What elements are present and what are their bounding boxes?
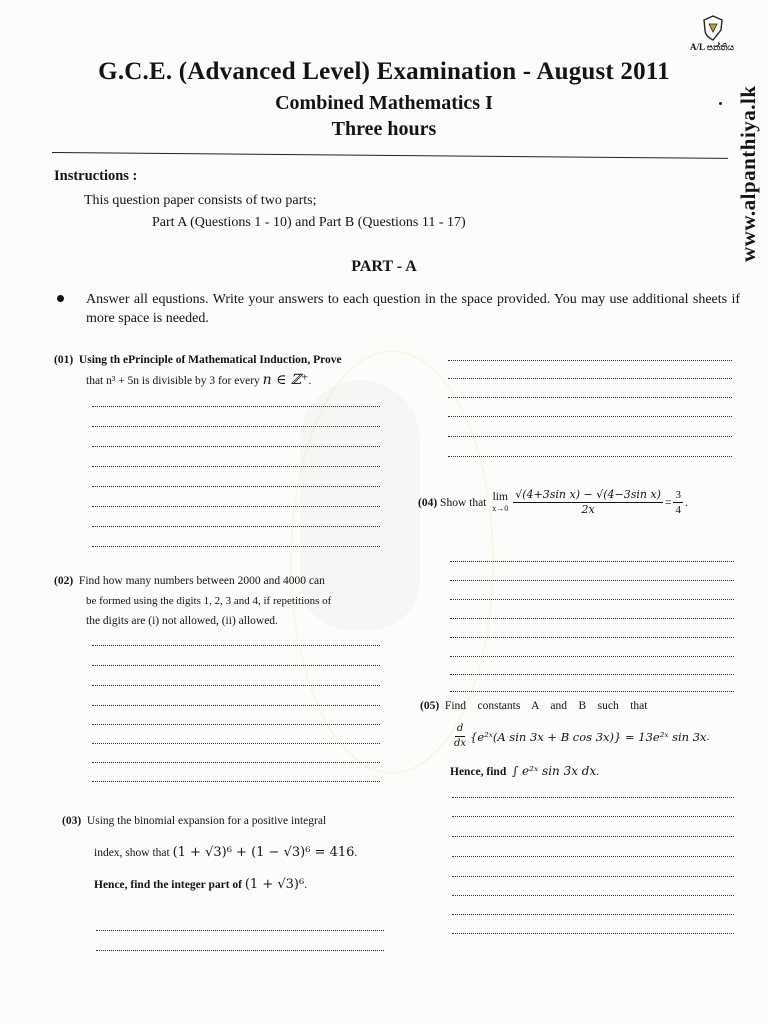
question-text: Find constants A and B such that	[444, 700, 648, 712]
logo-text: A/L පන්තිය	[690, 42, 734, 52]
fraction-numerator: 3	[675, 489, 681, 501]
math-expression: {e²ˣ(A sin 3x + B cos 3x)} = 13e²ˣ sin 3x	[470, 729, 707, 744]
answer-line[interactable]	[92, 665, 380, 666]
answer-line[interactable]	[450, 656, 734, 657]
question-4	[418, 488, 738, 517]
fraction	[513, 488, 663, 517]
answer-line[interactable]	[92, 781, 380, 782]
answer-line[interactable]	[448, 436, 732, 437]
answer-line[interactable]	[92, 762, 380, 763]
fraction-denominator: dx	[454, 738, 467, 749]
answer-line[interactable]	[92, 506, 380, 507]
answer-line[interactable]	[92, 705, 380, 706]
exam-title: G.C.E. (Advanced Level) Examination - August 2011	[98, 58, 670, 85]
math-expression: n ∈ ℤ⁺	[262, 372, 309, 388]
answer-line[interactable]	[96, 930, 384, 931]
answer-line[interactable]	[450, 691, 734, 692]
punctuation: .	[308, 375, 312, 387]
question-number: (01)	[54, 354, 74, 366]
punctuation: .	[304, 879, 308, 891]
answer-line[interactable]	[450, 599, 734, 600]
fraction-numerator: d	[455, 722, 465, 737]
crest-icon	[700, 14, 726, 42]
question-text: Using th ePrinciple of Mathematical Induction, Prove	[78, 354, 342, 366]
answer-line[interactable]	[450, 618, 734, 619]
instructions-line-1: This question paper consists of two parts;	[84, 193, 317, 208]
question-number: (03)	[62, 815, 82, 827]
answer-line[interactable]	[92, 466, 380, 467]
answer-line[interactable]	[452, 914, 734, 915]
punctuation: .	[596, 766, 600, 778]
answer-line[interactable]	[448, 416, 732, 417]
limit-operator: lim	[492, 490, 508, 503]
equals-sign: =	[664, 496, 672, 509]
answer-line[interactable]	[92, 486, 380, 487]
fraction-numerator: √(4+3sin x) − √(4−3sin x)	[515, 488, 661, 501]
derivative-operator	[452, 722, 468, 751]
instructions-line-2: Part A (Questions 1 - 10) and Part B (Questions 11 - 17)	[152, 215, 466, 230]
fraction-denominator: 4	[675, 504, 681, 516]
answer-line[interactable]	[448, 360, 732, 361]
question-text: Hence, find	[450, 766, 507, 778]
punctuation: .	[684, 496, 688, 509]
question-text: be formed using the digits 1, 2, 3 and 4, if repetitions of	[86, 595, 332, 607]
answer-line[interactable]	[452, 876, 734, 877]
limit-subscript: x→0	[492, 503, 509, 513]
answer-line[interactable]	[450, 637, 734, 638]
answer-line[interactable]	[92, 546, 380, 547]
math-expression: (1 + √3)⁶ + (1 − √3)⁶ = 416	[172, 845, 355, 860]
answer-line[interactable]	[452, 797, 734, 798]
answer-line[interactable]	[452, 836, 734, 837]
answer-line[interactable]	[452, 895, 734, 896]
answer-line[interactable]	[448, 397, 732, 398]
answer-line[interactable]	[452, 816, 734, 817]
answer-line[interactable]	[92, 645, 380, 646]
bullet-icon	[57, 295, 64, 302]
limit	[492, 491, 508, 515]
answer-line[interactable]	[448, 378, 732, 379]
question-5	[420, 696, 732, 782]
answer-line[interactable]	[92, 526, 380, 527]
fraction-denominator: 2x	[581, 503, 595, 516]
punctuation: .	[706, 730, 710, 743]
question-number: (02)	[54, 575, 74, 587]
math-expression: ∫ e²ˣ sin 3x dx	[511, 764, 597, 778]
question-text: the digits are (i) not allowed, (ii) allowed.	[86, 615, 278, 627]
answer-line[interactable]	[92, 685, 380, 686]
question-number: (04)	[418, 496, 438, 509]
answer-line[interactable]	[450, 674, 734, 675]
duration-title: Three hours	[331, 118, 437, 140]
question-3	[62, 811, 402, 895]
question-text: index, show that	[94, 847, 170, 859]
answer-line[interactable]	[96, 950, 384, 951]
question-text: Using the binomial expansion for a positive integral	[86, 815, 327, 827]
answer-line[interactable]	[452, 856, 734, 857]
answer-line[interactable]	[92, 406, 380, 407]
logo-subtext: ...	[692, 53, 696, 58]
instructions-heading: Instructions :	[54, 168, 138, 184]
answer-line[interactable]	[450, 580, 734, 581]
answer-line[interactable]	[92, 446, 380, 447]
question-text: Hence, find the integer part of	[94, 879, 242, 891]
punctuation: .	[354, 847, 358, 859]
answer-line[interactable]	[448, 456, 732, 457]
answer-line[interactable]	[452, 933, 734, 934]
answer-line[interactable]	[92, 743, 380, 744]
question-1	[54, 350, 394, 391]
answer-line[interactable]	[450, 561, 734, 562]
question-text: that n³ + 5n is divisible by 3 for every	[86, 375, 260, 387]
question-text: Show that	[440, 496, 487, 509]
answer-line[interactable]	[92, 724, 380, 725]
fraction	[673, 488, 683, 517]
math-expression: (1 + √3)⁶	[244, 877, 305, 892]
question-text: Find how many numbers between 2000 and 4000 can	[78, 575, 325, 587]
question-number: (05)	[420, 700, 440, 712]
subject-title: Combined Mathematics I	[275, 92, 493, 114]
website-url: www.alpanthiya.lk	[736, 85, 760, 262]
part-heading: PART - A	[351, 258, 417, 275]
answer-line[interactable]	[92, 426, 380, 427]
header-divider	[52, 152, 728, 159]
question-2	[54, 571, 394, 631]
answer-all-instruction: Answer all equstions. Write your answers to each question in the space provided. You may use additional sheets if more space is needed.	[86, 292, 740, 326]
